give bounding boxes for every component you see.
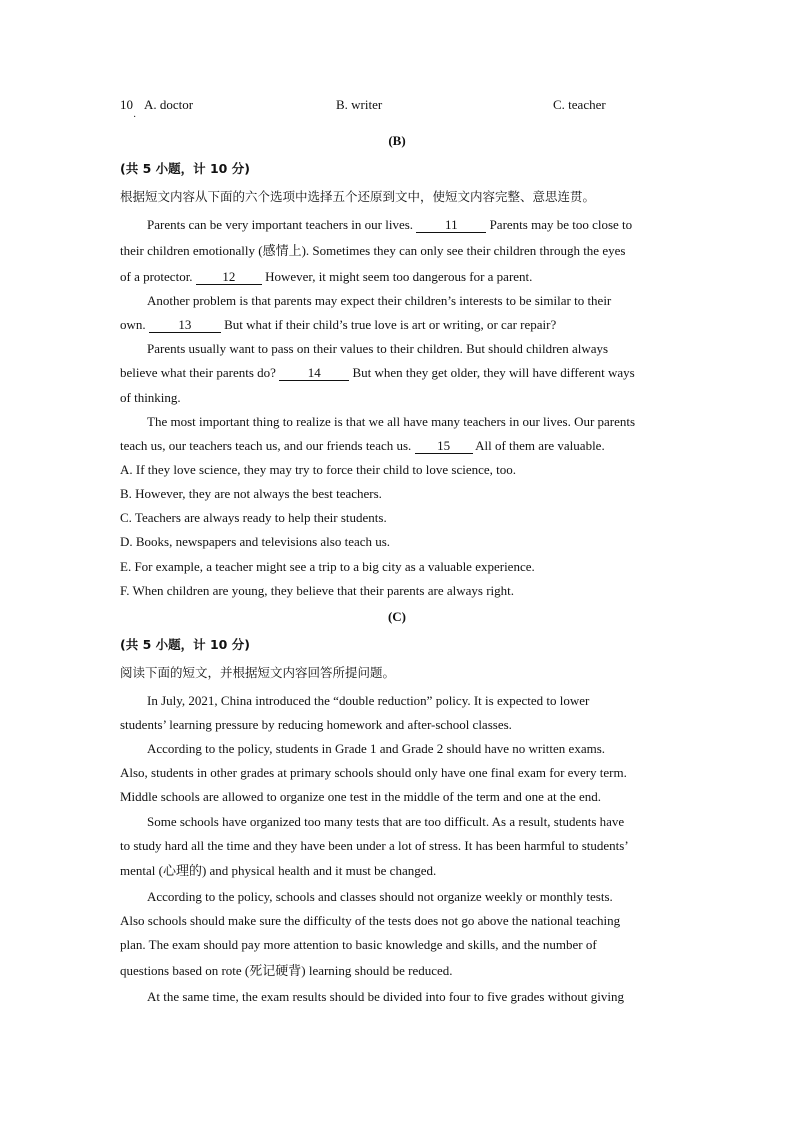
section-b-score: (共 5 小题，计 10 分)	[120, 161, 250, 176]
section-c-line: Also, students in other grades at primary schools should only have one final exam for every term.	[120, 765, 627, 780]
section-c-line: Middle schools are allowed to organize one test in the middle of the term and one at the end.	[120, 789, 601, 804]
section-b-paragraph-1-line-2: their children emotionally (感情上). Sometimes they can only see their children through the eyes	[120, 243, 626, 258]
section-c-line: plan. The exam should pay more attention to basic knowledge and skills, and the number of	[120, 937, 597, 952]
blank-11: 11	[416, 217, 486, 233]
section-b-paragraph-2-line-1: Another problem is that parents may expect their children’s interests to be similar to their	[147, 293, 612, 308]
text-segment: of a protector.	[120, 269, 193, 284]
section-c-heading: (C)	[387, 609, 407, 624]
section-b-paragraph-3-line-1: Parents usually want to pass on their values to their children. But should children always	[147, 341, 609, 356]
section-c-line: to study hard all the time and they have been under a lot of stress. It has been harmful to students’	[120, 838, 629, 853]
section-c-line: Also schools should make sure the difficulty of the tests does not go above the national teaching	[120, 913, 621, 928]
text-segment: Parents can be very important teachers in our lives.	[147, 217, 414, 232]
option-b: B. However, they are not always the best teachers.	[120, 486, 382, 501]
question-10-option-b: B. writer	[336, 97, 383, 112]
section-c-line: mental (心理的) and physical health and it must be changed.	[120, 863, 437, 878]
section-b-paragraph-4-line-1: The most important thing to realize is that we all have many teachers in our lives. Our parents	[147, 414, 636, 429]
section-c-line: At the same time, the exam results should be divided into four to five grades without giving	[147, 989, 624, 1004]
section-c-line: students’ learning pressure by reducing homework and after-school classes.	[120, 717, 512, 732]
blank-15: 15	[415, 438, 473, 454]
option-d: D. Books, newspapers and televisions also teach us.	[120, 534, 391, 549]
section-b-heading: (B)	[388, 133, 406, 148]
question-10-number: 10	[120, 97, 133, 112]
section-b-paragraph-4-line-2	[120, 437, 680, 455]
section-c-line: questions based on rote (死记硬背) learning should be reduced.	[120, 963, 453, 978]
text-segment: But what if their child’s true love is art or writing, or car repair?	[224, 317, 557, 332]
text-segment: own.	[120, 317, 146, 332]
option-c: C. Teachers are always ready to help their students.	[120, 510, 387, 525]
section-b-paragraph-3-line-2	[120, 364, 680, 382]
text-segment: believe what their parents do?	[120, 365, 276, 380]
section-b-paragraph-3-line-3: of thinking.	[120, 390, 181, 405]
section-b-paragraph-1-line-1	[120, 216, 707, 234]
question-10-option-a: A. doctor	[144, 97, 194, 112]
section-c-line: According to the policy, students in Grade 1 and Grade 2 should have no written exams.	[147, 741, 606, 756]
question-10-dot: ·	[133, 112, 137, 123]
section-b-paragraph-1-line-3	[120, 268, 680, 286]
question-10-option-c: C. teacher	[553, 97, 606, 112]
blank-14: 14	[279, 365, 349, 381]
text-segment: Parents may be too close to	[489, 217, 633, 232]
blank-13: 13	[149, 317, 221, 333]
text-segment: All of them are valuable.	[475, 438, 605, 453]
section-b-instruction: 根据短文内容从下面的六个选项中选择五个还原到文中，使短文内容完整、意思连贯。	[120, 189, 596, 204]
text-segment: teach us, our teachers teach us, and our friends teach us.	[120, 438, 412, 453]
section-c-line: In July, 2021, China introduced the “double reduction” policy. It is expected to lower	[147, 693, 590, 708]
option-e: E. For example, a teacher might see a trip to a big city as a valuable experience.	[120, 559, 535, 574]
option-a: A. If they love science, they may try to force their child to love science, too.	[120, 462, 516, 477]
section-b-paragraph-2-line-2	[120, 316, 680, 334]
text-segment: However, it might seem too dangerous for a parent.	[265, 269, 533, 284]
section-c-line: According to the policy, schools and classes should not organize weekly or monthly tests.	[147, 889, 613, 904]
section-c-instruction: 阅读下面的短文，并根据短文内容回答所提问题。	[120, 665, 396, 680]
section-c-line: Some schools have organized too many tests that are too difficult. As a result, students have	[147, 814, 625, 829]
option-f: F. When children are young, they believe that their parents are always right.	[120, 583, 514, 598]
text-segment: But when they get older, they will have different ways	[352, 365, 635, 380]
blank-12: 12	[196, 269, 262, 285]
section-c-score: (共 5 小题，计 10 分)	[120, 637, 250, 652]
